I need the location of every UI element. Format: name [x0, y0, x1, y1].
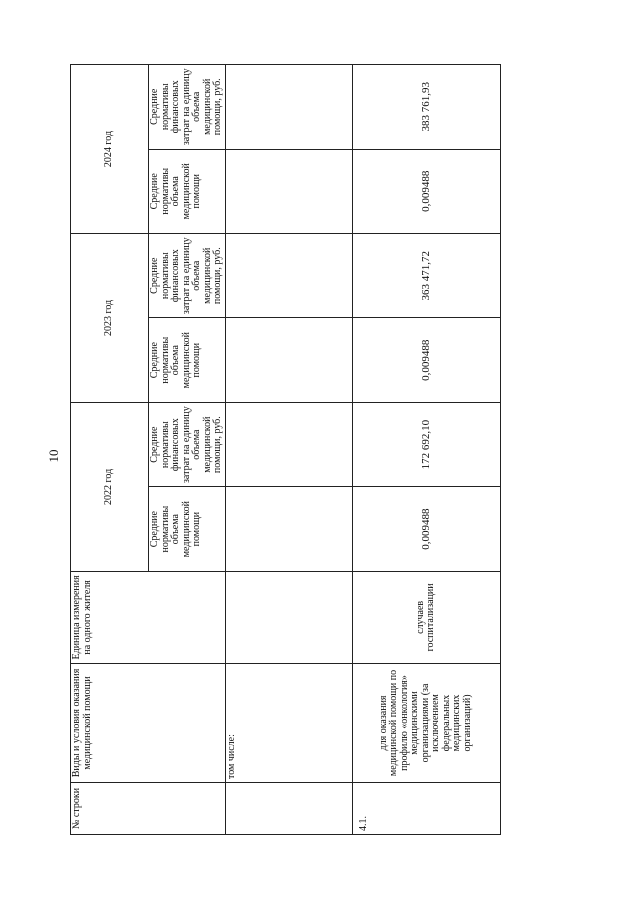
header-care-type: Виды и условия оказания медицинской помощи [71, 663, 226, 782]
cost-2023 [225, 233, 352, 317]
header-volume-2023: Средние нормативы объема медицинской помощи [149, 318, 226, 402]
cost-2022: 172 692,10 [352, 402, 500, 486]
unit: случаев госпитализации [352, 571, 500, 663]
medical-standards-table [70, 64, 501, 835]
care-type: для оказания медицинской помощи по профилю «онкология» медицинскими организациями (за исключением федеральных медицинских организаций) [352, 663, 500, 782]
header-cost-2022: Средние нормативы финансовых затрат на единицу объема медицинской помощи, руб. [149, 402, 226, 486]
header-row-number: № строки [71, 783, 226, 835]
volume-2024 [225, 149, 352, 233]
volume-2022: 0,009488 [352, 487, 500, 571]
cost-2024 [225, 65, 352, 150]
header-cost-2024: Средние нормативы финансовых затрат на единицу объема медицинской помощи, руб. [149, 65, 226, 150]
volume-2022 [225, 487, 352, 571]
cost-2024: 383 761,93 [352, 65, 500, 150]
cost-2023: 363 471,72 [352, 233, 500, 317]
header-row-years [71, 65, 149, 835]
page-number: 10 [46, 449, 61, 463]
table-row [225, 65, 352, 835]
header-volume-2022: Средние нормативы объема медицинской помощи [149, 487, 226, 571]
table-row [352, 65, 500, 835]
header-cost-2023: Средние нормативы финансовых затрат на единицу объема медицинской помощи, руб. [149, 233, 226, 317]
cost-2022 [225, 402, 352, 486]
header-year-2023: 2023 год [71, 233, 149, 402]
header-unit: Единица измерения на одного жителя [71, 571, 226, 663]
care-type: том числе: [225, 663, 352, 782]
rotated-table-wrapper [70, 64, 475, 835]
header-volume-2024: Средние нормативы объема медицинской помощи [149, 149, 226, 233]
header-year-2024: 2024 год [71, 65, 149, 234]
volume-2023 [225, 318, 352, 402]
unit [225, 571, 352, 663]
volume-2024: 0,009488 [352, 149, 500, 233]
volume-2023: 0,009488 [352, 318, 500, 402]
header-year-2022: 2022 год [71, 402, 149, 571]
row-number [225, 783, 352, 835]
row-number: 4.1. [352, 783, 500, 835]
